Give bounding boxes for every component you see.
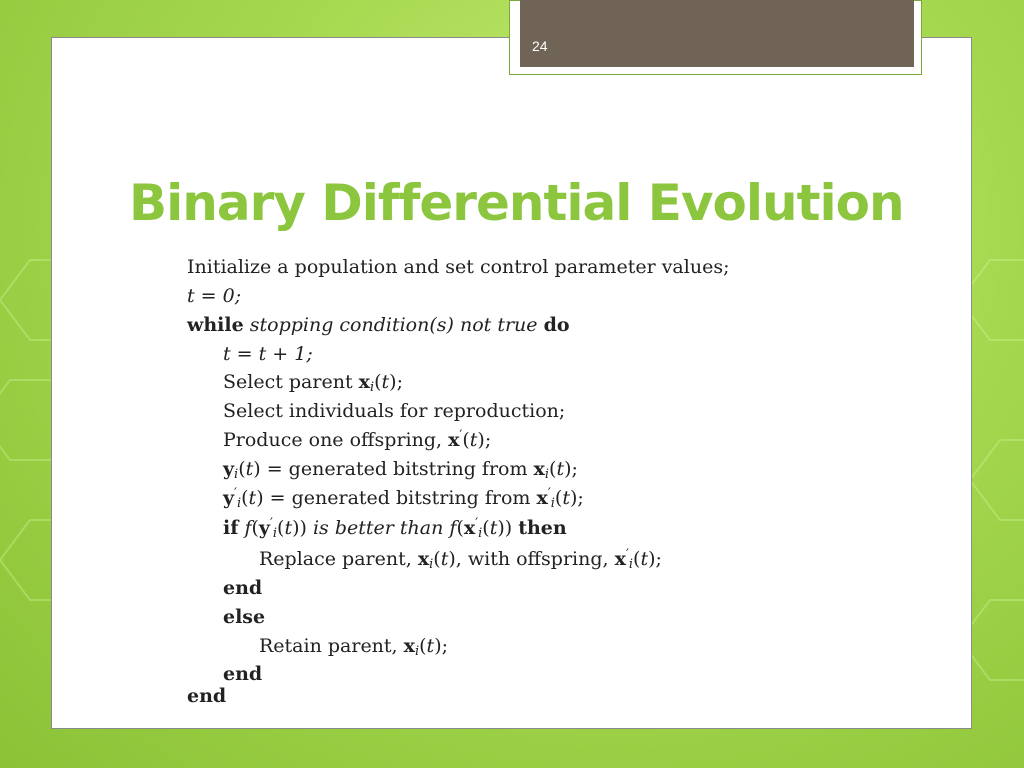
math-xi-t: $x_i(t)$; — [403, 635, 449, 660]
math-yi-t: $y_i(t)$ — [223, 458, 261, 483]
algo-line-retain-parent: Retain parent, $x_i(t)$; — [259, 635, 449, 660]
math-xi-prime-t: $x'_i(t)$; — [614, 546, 662, 573]
algo-line-end-if: end — [223, 577, 263, 599]
algo-line-replace-parent: Replace parent, $x_i(t)$, with offspring, $x'_i(t)$; — [259, 546, 662, 573]
slide-number-box — [520, 0, 914, 67]
math-yi-prime-t: $y'_i(t)$ — [223, 485, 264, 512]
math-x-prime-t: x′(t); — [448, 427, 492, 451]
math-f-xi-prime: $f(x'_i(t))$ — [449, 515, 513, 542]
algo-line-end-while: end — [187, 685, 227, 707]
math-f-yi-prime: $f(y'_i(t))$ — [244, 515, 307, 542]
algo-line-select-parent: Select parent $x_i(t)$; — [223, 371, 403, 396]
math-xi-prime-t: $x'_i(t)$; — [536, 485, 584, 512]
algo-line-select-individuals: Select individuals for reproduction; — [223, 400, 566, 422]
algo-line-t-zero: t = 0; — [187, 285, 242, 307]
keyword-then: then — [518, 517, 567, 539]
slide-panel — [51, 37, 972, 729]
math-xi-t: $x_i(t)$; — [358, 371, 403, 396]
keyword-do: do — [543, 314, 570, 336]
algo-line-if: if $f(y'_i(t))$ is better than $f(x'_i(t))$ then — [223, 515, 567, 542]
algo-line-yi-generated: $y_i(t)$ = generated bitstring from $x_i(t)$; — [223, 458, 578, 483]
slide-number: 24 — [532, 38, 548, 54]
math-xi-t: $x_i(t)$; — [533, 458, 578, 483]
slide-title: Binary Differential Evolution — [129, 174, 904, 232]
algo-line-while — [187, 314, 570, 336]
while-condition: stopping condition(s) not true — [249, 314, 538, 336]
algo-line-yi-prime-generated: $y'_i(t)$ = generated bitstring from $x'_i(t)$; — [223, 485, 584, 512]
algo-line-else: else — [223, 606, 266, 628]
algo-line-produce-offspring: Produce one offspring, x′(t); — [223, 427, 492, 451]
algo-line-end-else: end — [223, 663, 263, 685]
algo-line-t-increment: t = t + 1; — [223, 343, 313, 365]
keyword-if: if — [223, 517, 239, 539]
algo-line-initialize: Initialize a population and set control parameter values; — [187, 256, 730, 278]
math-xi-t: $x_i(t)$ — [417, 548, 456, 573]
keyword-while: while — [187, 314, 244, 336]
